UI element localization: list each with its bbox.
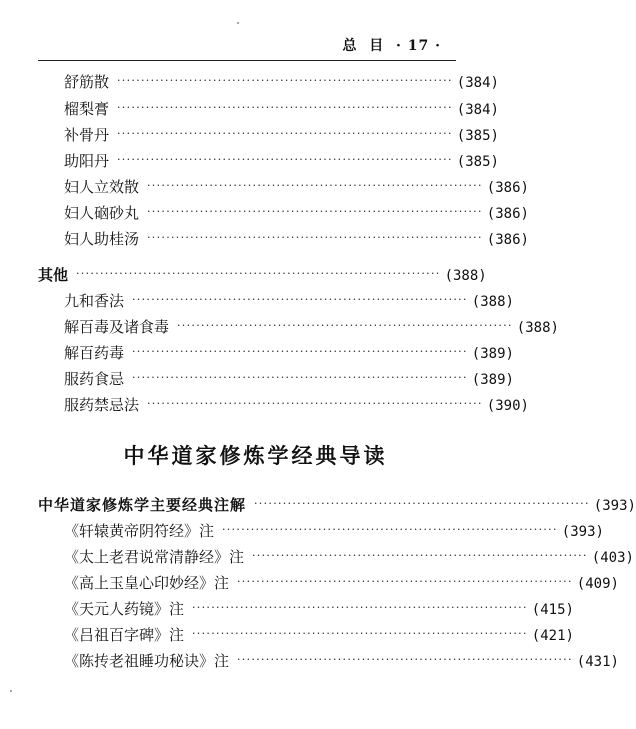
dot-leader: ······································································ xyxy=(192,627,528,640)
toc-entry-page: (385) xyxy=(456,154,499,170)
toc-entry[interactable] xyxy=(64,123,499,147)
toc-entry-title: 补骨丹 xyxy=(64,126,110,144)
dot-leader: ······································································ xyxy=(147,179,483,192)
toc-category[interactable] xyxy=(38,263,487,287)
dot-leader: ······································································ xyxy=(132,371,468,384)
running-header xyxy=(0,28,511,68)
toc-entry[interactable] xyxy=(64,341,514,365)
toc-entry[interactable] xyxy=(64,393,529,417)
toc-section-heading[interactable] xyxy=(38,493,636,517)
toc-entry-title: 服药禁忌法 xyxy=(64,396,140,414)
scan-speck xyxy=(10,690,12,692)
dot-leader: ······································································ xyxy=(117,101,453,114)
toc-entry-page: (393) xyxy=(561,524,604,540)
toc-entry-page: (386) xyxy=(486,180,529,196)
toc-entry-page: (386) xyxy=(486,232,529,248)
toc-entry[interactable] xyxy=(64,175,529,199)
toc-entry-title: 妇人硇砂丸 xyxy=(64,204,140,222)
toc-entry[interactable] xyxy=(64,289,514,313)
toc-entry-title: 榴梨膏 xyxy=(64,100,110,118)
dot-leader: ······································································ xyxy=(132,293,468,306)
dot-leader: ······································································ xyxy=(222,523,558,536)
section-title: 中华道家修炼学经典导读 xyxy=(123,443,388,468)
toc-entry[interactable] xyxy=(64,70,499,94)
toc-entry[interactable] xyxy=(64,545,634,569)
toc-entry-title: 《轩辕黄帝阴符经》注 xyxy=(64,522,215,540)
toc-entry-page: (384) xyxy=(456,75,499,91)
toc-entry-title: 妇人助桂汤 xyxy=(64,230,140,248)
toc-entry[interactable] xyxy=(64,315,559,339)
toc-entry-title: 助阳丹 xyxy=(64,152,110,170)
toc-entry-page: (409) xyxy=(576,576,619,592)
toc-entry-title: 《陈抟老祖睡功秘诀》注 xyxy=(64,652,230,670)
dot-leader: ······································································ xyxy=(117,153,453,166)
scan-speck xyxy=(237,22,239,24)
toc-entry[interactable] xyxy=(64,97,499,121)
dot-leader: ······································································ xyxy=(117,74,453,87)
toc-entry[interactable] xyxy=(64,201,529,225)
toc-entry[interactable] xyxy=(64,227,529,251)
toc-entry-title: 《高上玉皇心印妙经》注 xyxy=(64,574,230,592)
toc-section-heading-title: 中华道家修炼学主要经典注解 xyxy=(38,496,247,514)
dot-leader: ······································································ xyxy=(147,231,483,244)
header-rule xyxy=(38,60,456,61)
toc-category-title: 其他 xyxy=(38,266,69,284)
toc-entry-title: 解百毒及诸食毒 xyxy=(64,318,170,336)
dot-leader: ······································································ xyxy=(117,127,453,140)
toc-entry-page: (388) xyxy=(471,294,514,310)
toc-category-page: (388) xyxy=(444,268,487,284)
toc-entry[interactable] xyxy=(64,623,574,647)
toc-entry[interactable] xyxy=(64,367,514,391)
toc-entry-page: (388) xyxy=(516,320,559,336)
dot-leader: ······································································ xyxy=(147,397,483,410)
toc-entry[interactable] xyxy=(64,649,619,673)
toc-entry-title: 九和香法 xyxy=(64,292,125,310)
toc-entry-page: (431) xyxy=(576,654,619,670)
toc-entry-page: (384) xyxy=(456,102,499,118)
dot-leader: ············································································ xyxy=(76,267,441,280)
toc-entry-page: (415) xyxy=(531,602,574,618)
toc-entry[interactable] xyxy=(64,597,574,621)
toc-section-heading-page: (393) xyxy=(593,498,636,514)
toc-entry-page: (421) xyxy=(531,628,574,644)
toc-entry-title: 服药食忌 xyxy=(64,370,125,388)
toc-entry-page: (385) xyxy=(456,128,499,144)
toc-entry-page: (389) xyxy=(471,346,514,362)
toc-entry-title: 解百药毒 xyxy=(64,344,125,362)
dot-leader: ······································································ xyxy=(254,497,590,510)
header-page-number: · 17 · xyxy=(396,38,441,54)
dot-leader: ······································································ xyxy=(252,549,588,562)
toc-entry-page: (403) xyxy=(591,550,634,566)
dot-leader: ······································································ xyxy=(192,601,528,614)
header-title: 总 目 xyxy=(342,38,385,54)
toc-entry-page: (389) xyxy=(471,372,514,388)
dot-leader: ······································································ xyxy=(177,319,513,332)
toc-entry-title: 舒筋散 xyxy=(64,73,110,91)
dot-leader: ······································································ xyxy=(132,345,468,358)
dot-leader: ······································································ xyxy=(147,205,483,218)
toc-entry-title: 《太上老君说常清静经》注 xyxy=(64,548,245,566)
dot-leader: ······································································ xyxy=(237,575,573,588)
toc-entry-title: 妇人立效散 xyxy=(64,178,140,196)
header-title-line xyxy=(343,35,441,55)
toc-entry-page: (390) xyxy=(486,398,529,414)
toc-entry-title: 《吕祖百字碑》注 xyxy=(64,626,185,644)
toc-entry-page: (386) xyxy=(486,206,529,222)
toc-entry[interactable] xyxy=(64,149,499,173)
dot-leader: ······································································ xyxy=(237,653,573,666)
toc-entry[interactable] xyxy=(64,571,619,595)
toc-entry-title: 《天元人药镜》注 xyxy=(64,600,185,618)
toc-entry[interactable] xyxy=(64,519,604,543)
